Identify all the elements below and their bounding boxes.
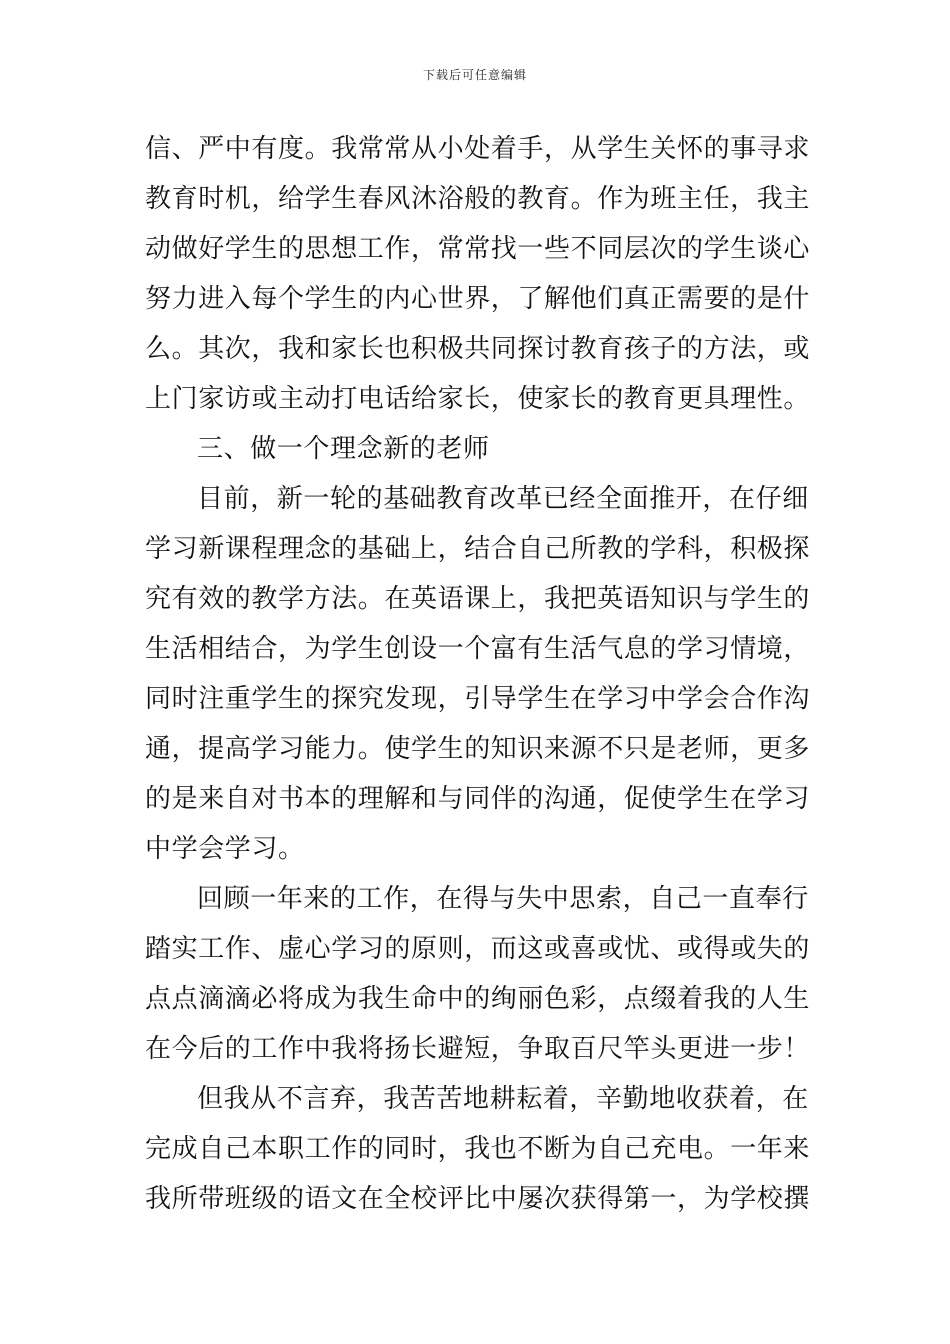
text-line: 同时注重学生的探究发现，引导学生在学习中学会合作沟: [145, 684, 811, 714]
text-line: 完成自己本职工作的同时，我也不断为自己充电。一年来: [145, 1134, 811, 1164]
text-line: 信、严中有度。我常常从小处着手，从学生关怀的事寻求: [145, 134, 811, 164]
text-line: 教育时机，给学生春风沐浴般的教育。作为班主任，我主: [145, 184, 811, 214]
text-line: 中学会学习。: [145, 834, 305, 864]
text-line: 学习新课程理念的基础上，结合自己所教的学科，积极探: [145, 534, 811, 564]
text-line: 动做好学生的思想工作，常常找一些不同层次的学生谈心: [145, 234, 811, 264]
text-line: 点点滴滴必将成为我生命中的绚丽色彩，点缀着我的人生: [145, 984, 811, 1014]
text-line: 上门家访或主动打电话给家长，使家长的教育更具理性。: [145, 384, 811, 414]
text-line: 踏实工作、虚心学习的原则，而这或喜或忧、或得或失的: [145, 934, 811, 964]
text-line: 但我从不言弃，我苦苦地耕耘着，辛勤地收获着，在: [197, 1084, 809, 1114]
text-line: 努力进入每个学生的内心世界，了解他们真正需要的是什: [145, 284, 811, 314]
page-header-note: 下载后可任意编辑: [422, 68, 527, 82]
text-line: 回顾一年来的工作，在得与失中思索，自己一直奉行: [197, 884, 809, 914]
text-line: 在今后的工作中我将扬长避短，争取百尺竿头更进一步！: [145, 1034, 811, 1064]
text-line: 我所带班级的语文在全校评比中屡次获得第一，为学校撰: [145, 1184, 811, 1214]
text-line: 的是来自对书本的理解和与同伴的沟通，促使学生在学习: [145, 784, 811, 814]
document-body: [145, 124, 810, 1224]
text-line: 生活相结合，为学生创设一个富有生活气息的学习情境，: [145, 634, 811, 664]
text-line: 么。其次，我和家长也积极共同探讨教育孩子的方法，或: [145, 334, 811, 364]
text-line: 目前，新一轮的基础教育改革已经全面推开，在仔细: [197, 484, 809, 514]
text-line: 究有效的教学方法。在英语课上，我把英语知识与学生的: [145, 584, 811, 614]
text-line: 通，提高学习能力。使学生的知识来源不只是老师，更多: [145, 734, 811, 764]
text-line: 三、做一个理念新的老师: [197, 434, 490, 464]
